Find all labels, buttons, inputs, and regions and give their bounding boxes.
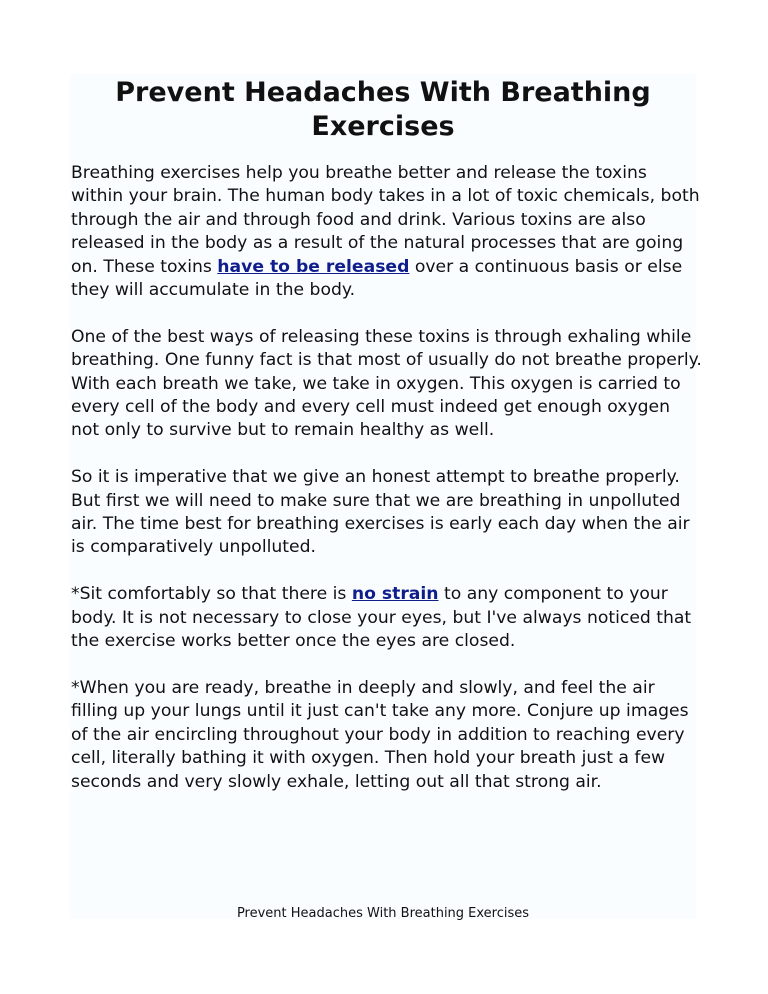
paragraph-4 xyxy=(71,583,703,653)
paragraph-4-text-end: to any component to your body. It is not necessary to close your eyes, but I've always noticed that the exercise works better once the eyes are closed. xyxy=(71,584,692,652)
paragraph-1-text-start: Breathing exercises help you breathe better and release the toxins within your brain. The human body takes in a lot of toxic chemicals, both through the air and through food and drink. Various toxins are also released in the body as a result of the natural processes that are going on. These toxins xyxy=(71,163,700,277)
page-title-line-2: Exercises xyxy=(311,111,455,142)
paragraph-3: So it is imperative that we give an honest attempt to breathe properly. But first we will need to make sure that we are breathing in unpolluted air. The time best for breathing exercises is early each day when the air is comparatively unpolluted. xyxy=(71,467,690,558)
paragraph-1 xyxy=(71,162,703,302)
page-footer: Prevent Headaches With Breathing Exercises xyxy=(236,906,530,921)
paragraph-5: *When you are ready, breathe in deeply and slowly, and feel the air filling up your lungs until it just can't take any more. Conjure up images of the air encircling throughout your body in addition to reaching every cell, literally bathing it with oxygen. Then hold your breath just a few seconds and very slowly exhale, letting out all that strong air. xyxy=(71,677,689,792)
page-title-line-1: Prevent Headaches With Breathing xyxy=(115,77,651,108)
have-to-be-released-link[interactable]: have to be released xyxy=(217,256,410,277)
paragraph-1-text-end: over a continuous basis or else they will accumulate in the body. xyxy=(71,256,683,301)
no-strain-link[interactable]: no strain xyxy=(351,584,439,605)
paragraph-4-text-start: *Sit comfortably so that there is xyxy=(71,584,352,605)
page-title xyxy=(70,76,696,144)
paragraph-2: One of the best ways of releasing these toxins is through exhaling while breathing. One funny fact is that most of usually do not breathe properly. With each breath we take, we take in oxygen. This oxygen is carried to every cell of the body and every cell must indeed get enough oxygen not only to survive but to remain healthy as well. xyxy=(71,326,702,441)
article-body xyxy=(71,162,703,817)
